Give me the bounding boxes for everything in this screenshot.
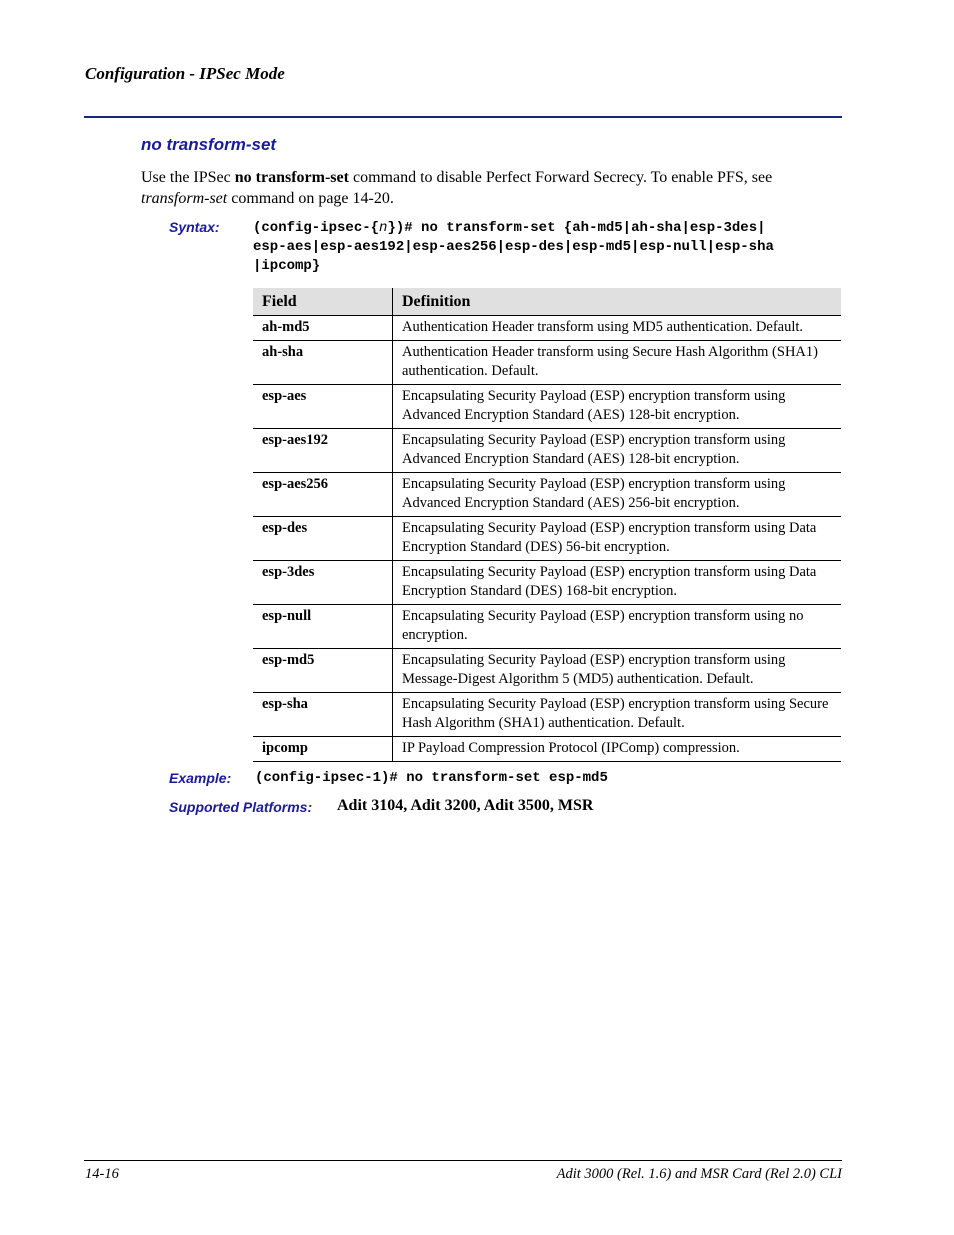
field-definition-table xyxy=(253,288,841,762)
field-cell: ah-md5 xyxy=(253,316,393,341)
syntax-line-3: |ipcomp} xyxy=(253,258,321,274)
field-cell: ah-sha xyxy=(253,341,393,385)
table-row xyxy=(253,693,841,737)
syntax-line-1-rest: })# no transform-set {ah-md5|ah-sha|esp-3des| xyxy=(387,220,766,236)
field-cell: esp-aes xyxy=(253,385,393,429)
column-header-field: Field xyxy=(253,288,393,316)
field-cell: esp-aes192 xyxy=(253,429,393,473)
section-title: no transform-set xyxy=(141,135,277,154)
platforms-label: Supported Platforms: xyxy=(169,799,313,815)
intro-text-3: command on page 14-20. xyxy=(227,190,394,207)
syntax-label: Syntax: xyxy=(169,219,220,235)
page-number: 14-16 xyxy=(85,1166,119,1182)
definition-cell: IP Payload Compression Protocol (IPComp) compression. xyxy=(393,737,842,762)
document-title: Adit 3000 (Rel. 1.6) and MSR Card (Rel 2.0) CLI xyxy=(556,1166,842,1182)
header-rule xyxy=(84,116,842,118)
table-row xyxy=(253,385,841,429)
syntax-line-2: esp-aes|esp-aes192|esp-aes256|esp-des|esp-md5|esp-null|esp-sha xyxy=(253,239,774,255)
table-row xyxy=(253,605,841,649)
platforms-list: Adit 3104, Adit 3200, Adit 3500, MSR xyxy=(337,797,594,814)
field-cell: esp-sha xyxy=(253,693,393,737)
syntax-block xyxy=(253,219,853,276)
footer-rule xyxy=(84,1160,842,1161)
definition-cell: Encapsulating Security Payload (ESP) encryption transform using Advanced Encryption Standard (AES) 128-bit encryption. xyxy=(393,385,842,429)
field-cell: esp-aes256 xyxy=(253,473,393,517)
definition-cell: Encapsulating Security Payload (ESP) encryption transform using Data Encryption Standard (DES) 168-bit encryption. xyxy=(393,561,842,605)
definition-cell: Encapsulating Security Payload (ESP) encryption transform using Message-Digest Algorithm 5 (MD5) authentication. Default. xyxy=(393,649,842,693)
table-row xyxy=(253,429,841,473)
field-cell: ipcomp xyxy=(253,737,393,762)
syntax-prefix: (config-ipsec-{ xyxy=(253,220,380,236)
intro-text-1: Use the IPSec xyxy=(141,169,235,186)
definition-cell: Authentication Header transform using Secure Hash Algorithm (SHA1) authentication. Default. xyxy=(393,341,842,385)
table-row xyxy=(253,649,841,693)
intro-reference: transform-set xyxy=(141,190,228,207)
field-cell: esp-3des xyxy=(253,561,393,605)
table-row xyxy=(253,517,841,561)
definition-cell: Encapsulating Security Payload (ESP) encryption transform using Data Encryption Standard (DES) 56-bit encryption. xyxy=(393,517,842,561)
definition-cell: Encapsulating Security Payload (ESP) encryption transform using Advanced Encryption Standard (AES) 128-bit encryption. xyxy=(393,429,842,473)
intro-paragraph xyxy=(141,167,841,209)
example-command: (config-ipsec-1)# no transform-set esp-md5 xyxy=(255,770,608,786)
field-cell: esp-des xyxy=(253,517,393,561)
intro-command: no transform-set xyxy=(234,169,349,186)
definition-cell: Encapsulating Security Payload (ESP) encryption transform using Advanced Encryption Standard (AES) 256-bit encryption. xyxy=(393,473,842,517)
field-cell: esp-null xyxy=(253,605,393,649)
table-row xyxy=(253,341,841,385)
syntax-variable: n xyxy=(379,220,388,236)
field-cell: esp-md5 xyxy=(253,649,393,693)
definition-cell: Authentication Header transform using MD5 authentication. Default. xyxy=(393,316,842,341)
definition-cell: Encapsulating Security Payload (ESP) encryption transform using no encryption. xyxy=(393,605,842,649)
table-header-row xyxy=(253,288,841,316)
definition-cell: Encapsulating Security Payload (ESP) encryption transform using Secure Hash Algorithm (SHA1) authentication. Default. xyxy=(393,693,842,737)
intro-text-2: command to disable Perfect Forward Secrecy. To enable PFS, see xyxy=(348,169,773,186)
running-head: Configuration - IPSec Mode xyxy=(85,64,285,83)
example-label: Example: xyxy=(169,770,232,786)
syntax-line-1 xyxy=(253,219,853,238)
column-header-definition: Definition xyxy=(393,288,842,316)
table-row xyxy=(253,737,841,762)
table-row xyxy=(253,561,841,605)
table-row xyxy=(253,473,841,517)
table-row xyxy=(253,316,841,341)
